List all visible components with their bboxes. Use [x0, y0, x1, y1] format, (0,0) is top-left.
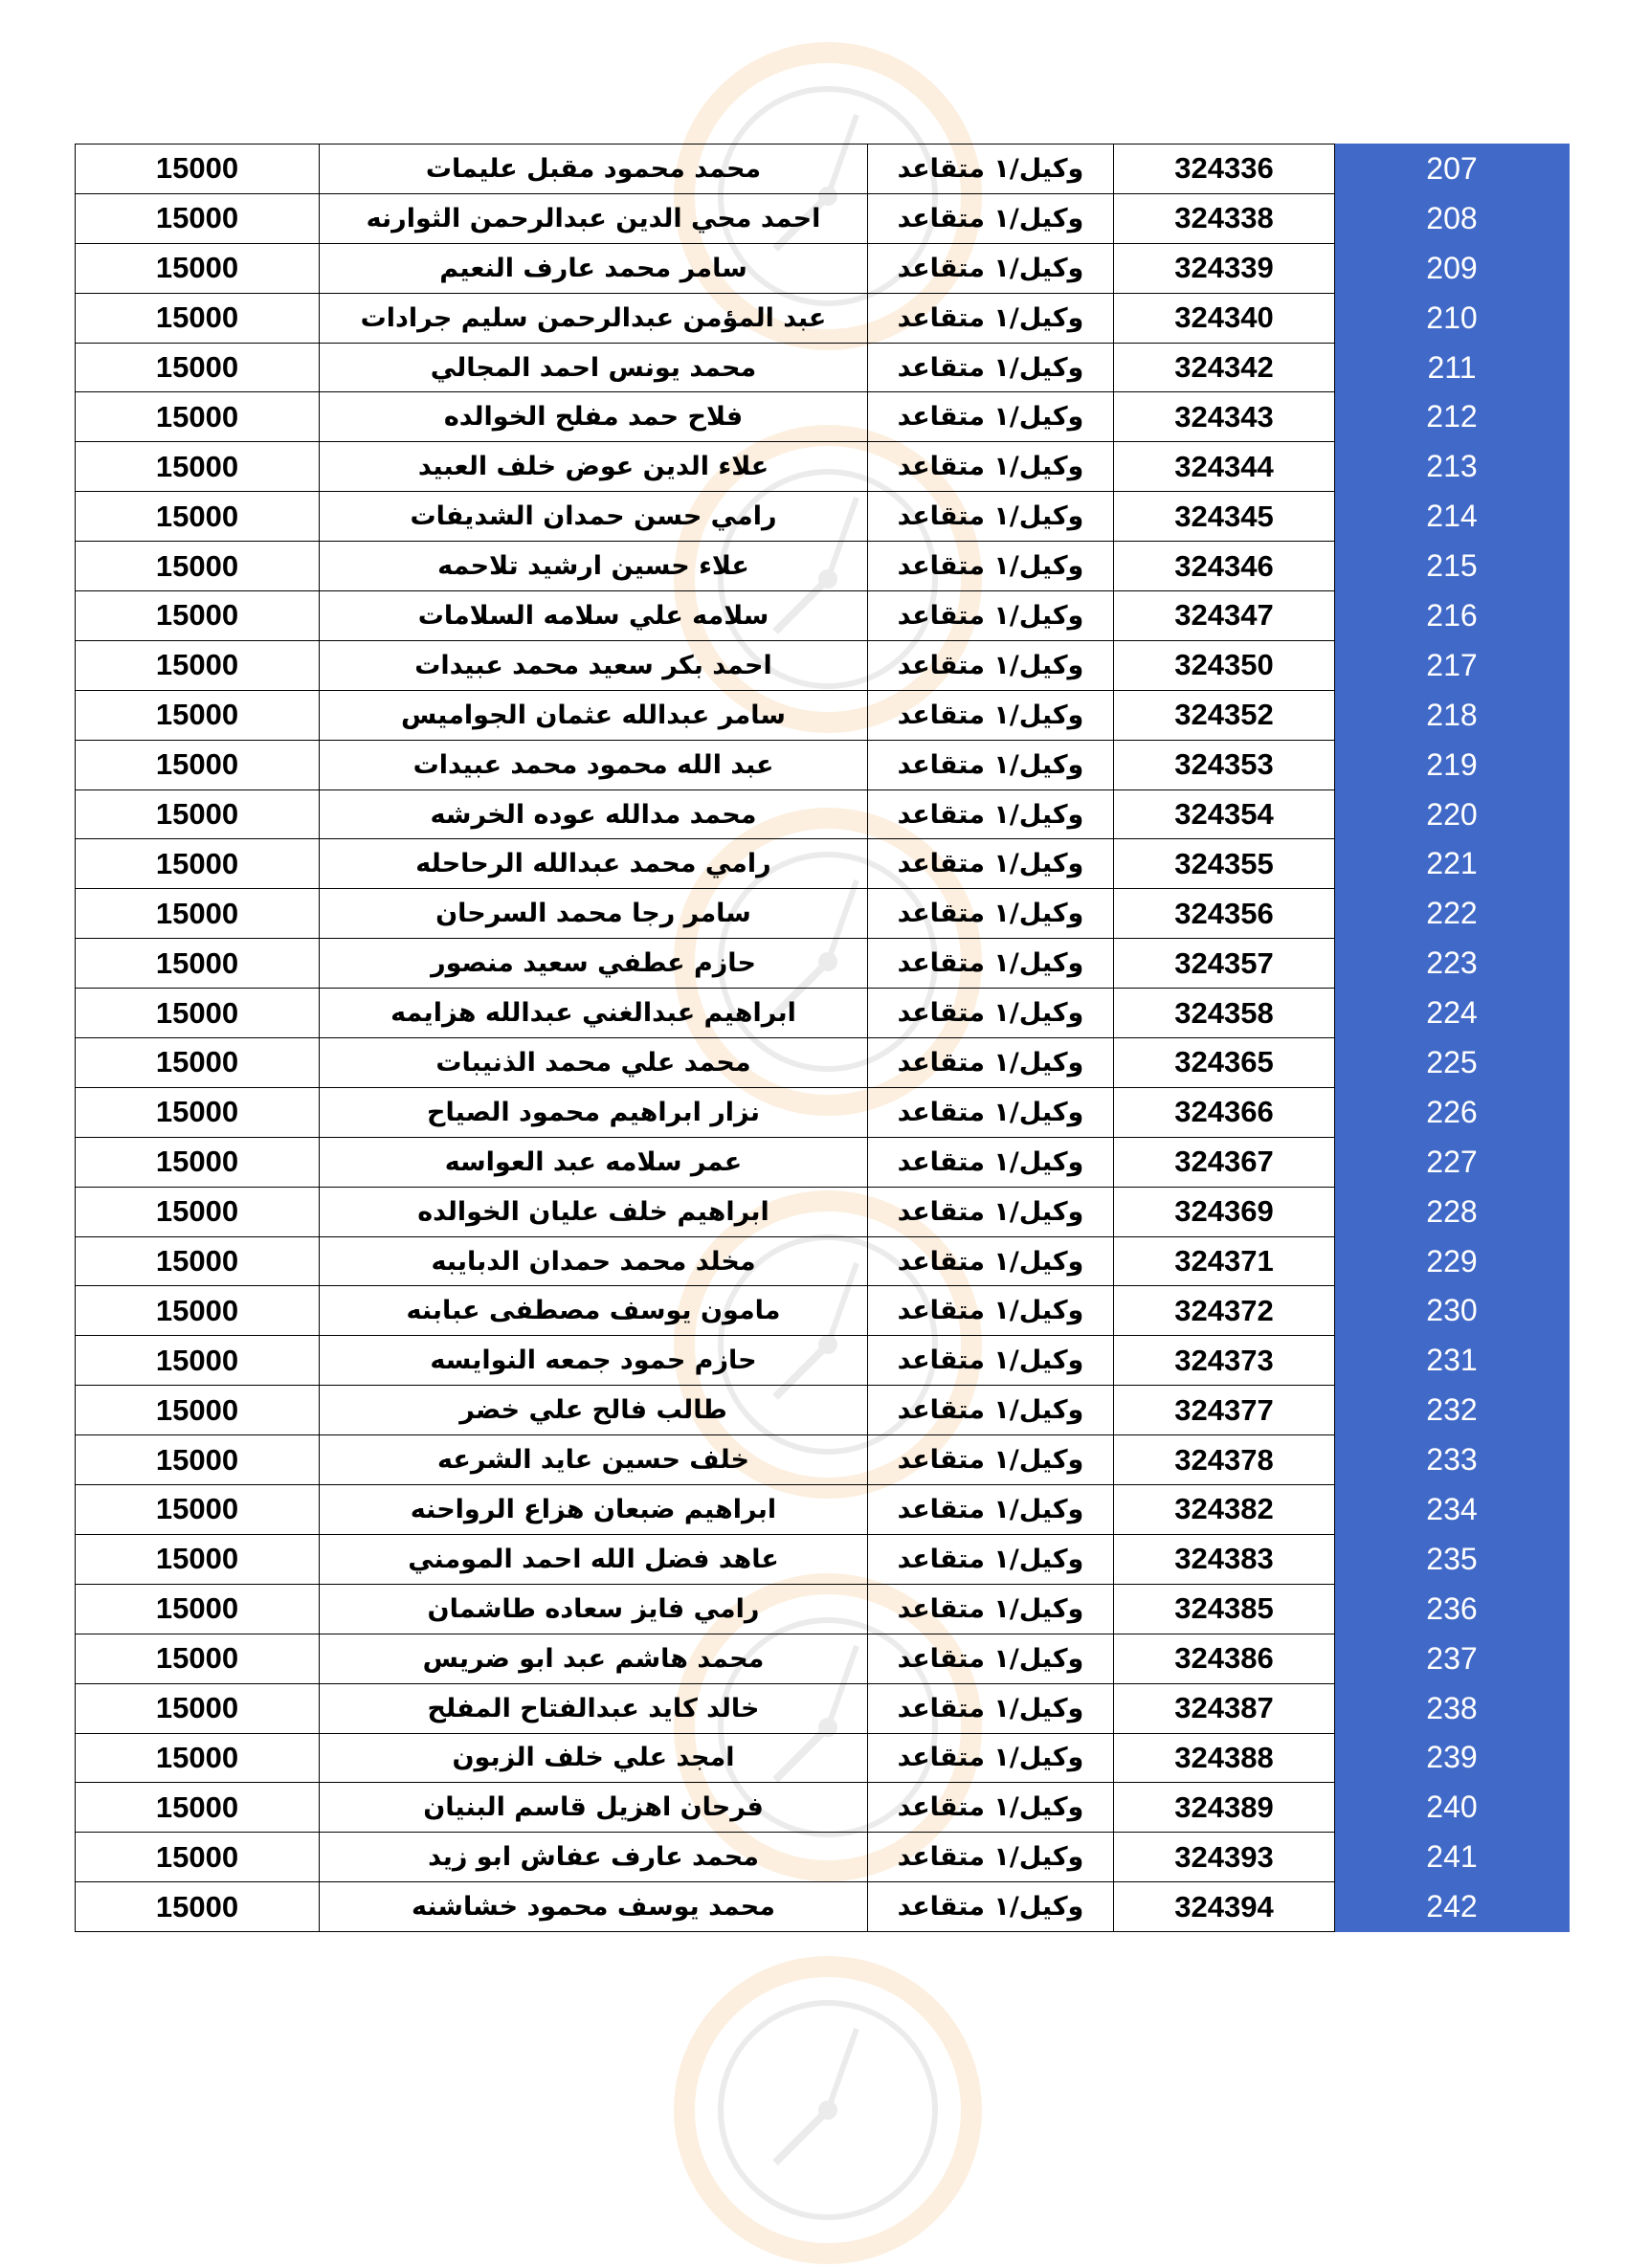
military-id-cell: 324345 — [1114, 492, 1335, 542]
rank-cell: وكيل/١ متقاعد — [868, 1783, 1114, 1833]
sequence-number-cell: 222 — [1335, 889, 1570, 939]
rank-cell: وكيل/١ متقاعد — [868, 343, 1114, 392]
military-id-cell: 324369 — [1114, 1187, 1335, 1236]
military-id-cell: 324339 — [1114, 243, 1335, 293]
name-cell: رامي محمد عبدالله الرحاحله — [320, 839, 868, 889]
rank-cell: وكيل/١ متقاعد — [868, 145, 1114, 194]
name-cell: محمد محمود مقبل عليمات — [320, 145, 868, 194]
name-cell: فرحان اهزيل قاسم البنيان — [320, 1783, 868, 1833]
sequence-number-cell: 225 — [1335, 1038, 1570, 1088]
amount-cell: 15000 — [76, 1882, 320, 1932]
name-cell: خالد كايد عبدالفتاح المفلح — [320, 1683, 868, 1733]
amount-cell: 15000 — [76, 839, 320, 889]
amount-cell: 15000 — [76, 1733, 320, 1783]
amount-cell: 15000 — [76, 1187, 320, 1236]
rank-cell: وكيل/١ متقاعد — [868, 989, 1114, 1038]
sequence-number-cell: 223 — [1335, 939, 1570, 989]
amount-cell: 15000 — [76, 1783, 320, 1833]
military-id-cell: 324372 — [1114, 1286, 1335, 1336]
amount-cell: 15000 — [76, 740, 320, 789]
table-row — [76, 839, 1570, 889]
sequence-number-cell: 211 — [1335, 343, 1570, 392]
rank-cell: وكيل/١ متقاعد — [868, 889, 1114, 939]
table-row — [76, 1137, 1570, 1187]
military-id-cell: 324353 — [1114, 740, 1335, 789]
military-id-cell: 324336 — [1114, 145, 1335, 194]
records-table-container — [75, 144, 1564, 1932]
rank-cell: وكيل/١ متقاعد — [868, 1584, 1114, 1634]
military-id-cell: 324344 — [1114, 442, 1335, 492]
sequence-number-cell: 232 — [1335, 1386, 1570, 1435]
table-row — [76, 1187, 1570, 1236]
military-id-cell: 324373 — [1114, 1336, 1335, 1386]
table-row — [76, 690, 1570, 740]
name-cell: احمد بكر سعيد محمد عبيدات — [320, 640, 868, 690]
records-table — [75, 144, 1570, 1932]
table-row — [76, 1534, 1570, 1584]
military-id-cell: 324382 — [1114, 1485, 1335, 1535]
table-row — [76, 1882, 1570, 1932]
name-cell: عاهد فضل الله احمد المومني — [320, 1534, 868, 1584]
military-id-cell: 324352 — [1114, 690, 1335, 740]
military-id-cell: 324340 — [1114, 293, 1335, 343]
military-id-cell: 324394 — [1114, 1882, 1335, 1932]
sequence-number-cell: 214 — [1335, 492, 1570, 542]
sequence-number-cell: 234 — [1335, 1485, 1570, 1535]
amount-cell: 15000 — [76, 1137, 320, 1187]
rank-cell: وكيل/١ متقاعد — [868, 1137, 1114, 1187]
sequence-number-cell: 235 — [1335, 1534, 1570, 1584]
rank-cell: وكيل/١ متقاعد — [868, 690, 1114, 740]
rank-cell: وكيل/١ متقاعد — [868, 492, 1114, 542]
sequence-number-cell: 221 — [1335, 839, 1570, 889]
military-id-cell: 324343 — [1114, 392, 1335, 442]
military-id-cell: 324389 — [1114, 1783, 1335, 1833]
amount-cell: 15000 — [76, 889, 320, 939]
name-cell: عمر سلامه عبد العواسه — [320, 1137, 868, 1187]
amount-cell: 15000 — [76, 1087, 320, 1137]
name-cell: مخلد محمد حمدان الدبايبه — [320, 1236, 868, 1286]
amount-cell: 15000 — [76, 1634, 320, 1683]
rank-cell: وكيل/١ متقاعد — [868, 442, 1114, 492]
amount-cell: 15000 — [76, 193, 320, 243]
sequence-number-cell: 230 — [1335, 1286, 1570, 1336]
rank-cell: وكيل/١ متقاعد — [868, 1435, 1114, 1485]
table-row — [76, 243, 1570, 293]
military-id-cell: 324371 — [1114, 1236, 1335, 1286]
amount-cell: 15000 — [76, 939, 320, 989]
sequence-number-cell: 231 — [1335, 1336, 1570, 1386]
sequence-number-cell: 224 — [1335, 989, 1570, 1038]
rank-cell: وكيل/١ متقاعد — [868, 1882, 1114, 1932]
table-row — [76, 1485, 1570, 1535]
military-id-cell: 324378 — [1114, 1435, 1335, 1485]
rank-cell: وكيل/١ متقاعد — [868, 640, 1114, 690]
name-cell: محمد علي محمد الذنيبات — [320, 1038, 868, 1088]
sequence-number-cell: 239 — [1335, 1733, 1570, 1783]
sequence-number-cell: 242 — [1335, 1882, 1570, 1932]
amount-cell: 15000 — [76, 1038, 320, 1088]
rank-cell: وكيل/١ متقاعد — [868, 1833, 1114, 1882]
table-row — [76, 889, 1570, 939]
name-cell: ابراهيم عبدالغني عبدالله هزايمه — [320, 989, 868, 1038]
name-cell: محمد مدالله عوده الخرشه — [320, 789, 868, 839]
rank-cell: وكيل/١ متقاعد — [868, 1336, 1114, 1386]
name-cell: علاء الدين عوض خلف العبيد — [320, 442, 868, 492]
sequence-number-cell: 227 — [1335, 1137, 1570, 1187]
rank-cell: وكيل/١ متقاعد — [868, 740, 1114, 789]
name-cell: محمد عارف عفاش ابو زيد — [320, 1833, 868, 1882]
rank-cell: وكيل/١ متقاعد — [868, 1087, 1114, 1137]
table-row — [76, 193, 1570, 243]
amount-cell: 15000 — [76, 492, 320, 542]
name-cell: رامي فايز سعاده طاشمان — [320, 1584, 868, 1634]
rank-cell: وكيل/١ متقاعد — [868, 1733, 1114, 1783]
name-cell: ابراهيم ضبعان هزاع الرواحنه — [320, 1485, 868, 1535]
sequence-number-cell: 229 — [1335, 1236, 1570, 1286]
military-id-cell: 324366 — [1114, 1087, 1335, 1137]
amount-cell: 15000 — [76, 1236, 320, 1286]
sequence-number-cell: 216 — [1335, 591, 1570, 641]
military-id-cell: 324388 — [1114, 1733, 1335, 1783]
amount-cell: 15000 — [76, 989, 320, 1038]
rank-cell: وكيل/١ متقاعد — [868, 1485, 1114, 1535]
sequence-number-cell: 237 — [1335, 1634, 1570, 1683]
amount-cell: 15000 — [76, 1534, 320, 1584]
military-id-cell: 324385 — [1114, 1584, 1335, 1634]
amount-cell: 15000 — [76, 1336, 320, 1386]
military-id-cell: 324342 — [1114, 343, 1335, 392]
amount-cell: 15000 — [76, 442, 320, 492]
amount-cell: 15000 — [76, 392, 320, 442]
military-id-cell: 324386 — [1114, 1634, 1335, 1683]
name-cell: طالب فالح علي خضر — [320, 1386, 868, 1435]
name-cell: عبد المؤمن عبدالرحمن سليم جرادات — [320, 293, 868, 343]
table-row — [76, 640, 1570, 690]
table-row — [76, 1286, 1570, 1336]
military-id-cell: 324383 — [1114, 1534, 1335, 1584]
sequence-number-cell: 241 — [1335, 1833, 1570, 1882]
rank-cell: وكيل/١ متقاعد — [868, 839, 1114, 889]
amount-cell: 15000 — [76, 1833, 320, 1882]
rank-cell: وكيل/١ متقاعد — [868, 591, 1114, 641]
name-cell: حازم عطفي سعيد منصور — [320, 939, 868, 989]
military-id-cell: 324354 — [1114, 789, 1335, 839]
amount-cell: 15000 — [76, 1286, 320, 1336]
sequence-number-cell: 238 — [1335, 1683, 1570, 1733]
sequence-number-cell: 212 — [1335, 392, 1570, 442]
amount-cell: 15000 — [76, 542, 320, 591]
sequence-number-cell: 240 — [1335, 1783, 1570, 1833]
table-row — [76, 1683, 1570, 1733]
military-id-cell: 324346 — [1114, 542, 1335, 591]
table-row — [76, 591, 1570, 641]
table-row — [76, 1336, 1570, 1386]
name-cell: ابراهيم خلف عليان الخوالده — [320, 1187, 868, 1236]
name-cell: مامون يوسف مصطفى عبابنه — [320, 1286, 868, 1336]
amount-cell: 15000 — [76, 1485, 320, 1535]
table-row — [76, 492, 1570, 542]
table-row — [76, 1584, 1570, 1634]
amount-cell: 15000 — [76, 1683, 320, 1733]
name-cell: سامر عبدالله عثمان الجواميس — [320, 690, 868, 740]
name-cell: سلامه علي سلامه السلامات — [320, 591, 868, 641]
table-row — [76, 442, 1570, 492]
table-row — [76, 343, 1570, 392]
rank-cell: وكيل/١ متقاعد — [868, 789, 1114, 839]
sequence-number-cell: 217 — [1335, 640, 1570, 690]
table-row — [76, 392, 1570, 442]
sequence-number-cell: 220 — [1335, 789, 1570, 839]
amount-cell: 15000 — [76, 145, 320, 194]
sequence-number-cell: 219 — [1335, 740, 1570, 789]
military-id-cell: 324347 — [1114, 591, 1335, 641]
table-row — [76, 1236, 1570, 1286]
name-cell: علاء حسين ارشيد تلاحمه — [320, 542, 868, 591]
table-row — [76, 1087, 1570, 1137]
military-id-cell: 324393 — [1114, 1833, 1335, 1882]
rank-cell: وكيل/١ متقاعد — [868, 193, 1114, 243]
rank-cell: وكيل/١ متقاعد — [868, 1386, 1114, 1435]
rank-cell: وكيل/١ متقاعد — [868, 1683, 1114, 1733]
sequence-number-cell: 233 — [1335, 1435, 1570, 1485]
sequence-number-cell: 208 — [1335, 193, 1570, 243]
sequence-number-cell: 226 — [1335, 1087, 1570, 1137]
table-row — [76, 1783, 1570, 1833]
table-row — [76, 740, 1570, 789]
rank-cell: وكيل/١ متقاعد — [868, 1038, 1114, 1088]
name-cell: خلف حسين عايد الشرعه — [320, 1435, 868, 1485]
table-row — [76, 293, 1570, 343]
amount-cell: 15000 — [76, 293, 320, 343]
military-id-cell: 324358 — [1114, 989, 1335, 1038]
sequence-number-cell: 210 — [1335, 293, 1570, 343]
amount-cell: 15000 — [76, 1386, 320, 1435]
rank-cell: وكيل/١ متقاعد — [868, 293, 1114, 343]
name-cell: محمد يونس احمد المجالي — [320, 343, 868, 392]
name-cell: محمد يوسف محمود خشاشنه — [320, 1882, 868, 1932]
military-id-cell: 324387 — [1114, 1683, 1335, 1733]
rank-cell: وكيل/١ متقاعد — [868, 1187, 1114, 1236]
amount-cell: 15000 — [76, 640, 320, 690]
table-row — [76, 1386, 1570, 1435]
table-row — [76, 789, 1570, 839]
rank-cell: وكيل/١ متقاعد — [868, 542, 1114, 591]
amount-cell: 15000 — [76, 243, 320, 293]
name-cell: احمد محي الدين عبدالرحمن الثوارنه — [320, 193, 868, 243]
table-row — [76, 1038, 1570, 1088]
table-row — [76, 542, 1570, 591]
table-row — [76, 1733, 1570, 1783]
sequence-number-cell: 209 — [1335, 243, 1570, 293]
sequence-number-cell: 218 — [1335, 690, 1570, 740]
military-id-cell: 324367 — [1114, 1137, 1335, 1187]
name-cell: محمد هاشم عبد ابو ضريس — [320, 1634, 868, 1683]
rank-cell: وكيل/١ متقاعد — [868, 939, 1114, 989]
military-id-cell: 324357 — [1114, 939, 1335, 989]
military-id-cell: 324365 — [1114, 1038, 1335, 1088]
rank-cell: وكيل/١ متقاعد — [868, 1634, 1114, 1683]
name-cell: نزار ابراهيم محمود الصياح — [320, 1087, 868, 1137]
amount-cell: 15000 — [76, 343, 320, 392]
rank-cell: وكيل/١ متقاعد — [868, 392, 1114, 442]
name-cell: فلاح حمد مفلح الخوالده — [320, 392, 868, 442]
amount-cell: 15000 — [76, 789, 320, 839]
rank-cell: وكيل/١ متقاعد — [868, 1286, 1114, 1336]
sequence-number-cell: 207 — [1335, 145, 1570, 194]
clock-watermark-icon — [670, 1952, 986, 2268]
amount-cell: 15000 — [76, 591, 320, 641]
name-cell: حازم حمود جمعه النوايسه — [320, 1336, 868, 1386]
name-cell: سامر رجا محمد السرحان — [320, 889, 868, 939]
sequence-number-cell: 213 — [1335, 442, 1570, 492]
military-id-cell: 324377 — [1114, 1386, 1335, 1435]
sequence-number-cell: 215 — [1335, 542, 1570, 591]
table-row — [76, 145, 1570, 194]
military-id-cell: 324356 — [1114, 889, 1335, 939]
military-id-cell: 324350 — [1114, 640, 1335, 690]
name-cell: رامي حسن حمدان الشديفات — [320, 492, 868, 542]
military-id-cell: 324338 — [1114, 193, 1335, 243]
records-table-body — [76, 145, 1570, 1932]
name-cell: عبد الله محمود محمد عبيدات — [320, 740, 868, 789]
table-row — [76, 1435, 1570, 1485]
rank-cell: وكيل/١ متقاعد — [868, 243, 1114, 293]
table-row — [76, 1634, 1570, 1683]
sequence-number-cell: 228 — [1335, 1187, 1570, 1236]
name-cell: سامر محمد عارف النعيم — [320, 243, 868, 293]
table-row — [76, 939, 1570, 989]
amount-cell: 15000 — [76, 1584, 320, 1634]
military-id-cell: 324355 — [1114, 839, 1335, 889]
table-row — [76, 1833, 1570, 1882]
table-row — [76, 989, 1570, 1038]
rank-cell: وكيل/١ متقاعد — [868, 1534, 1114, 1584]
sequence-number-cell: 236 — [1335, 1584, 1570, 1634]
name-cell: امجد علي خلف الزبون — [320, 1733, 868, 1783]
rank-cell: وكيل/١ متقاعد — [868, 1236, 1114, 1286]
amount-cell: 15000 — [76, 690, 320, 740]
amount-cell: 15000 — [76, 1435, 320, 1485]
